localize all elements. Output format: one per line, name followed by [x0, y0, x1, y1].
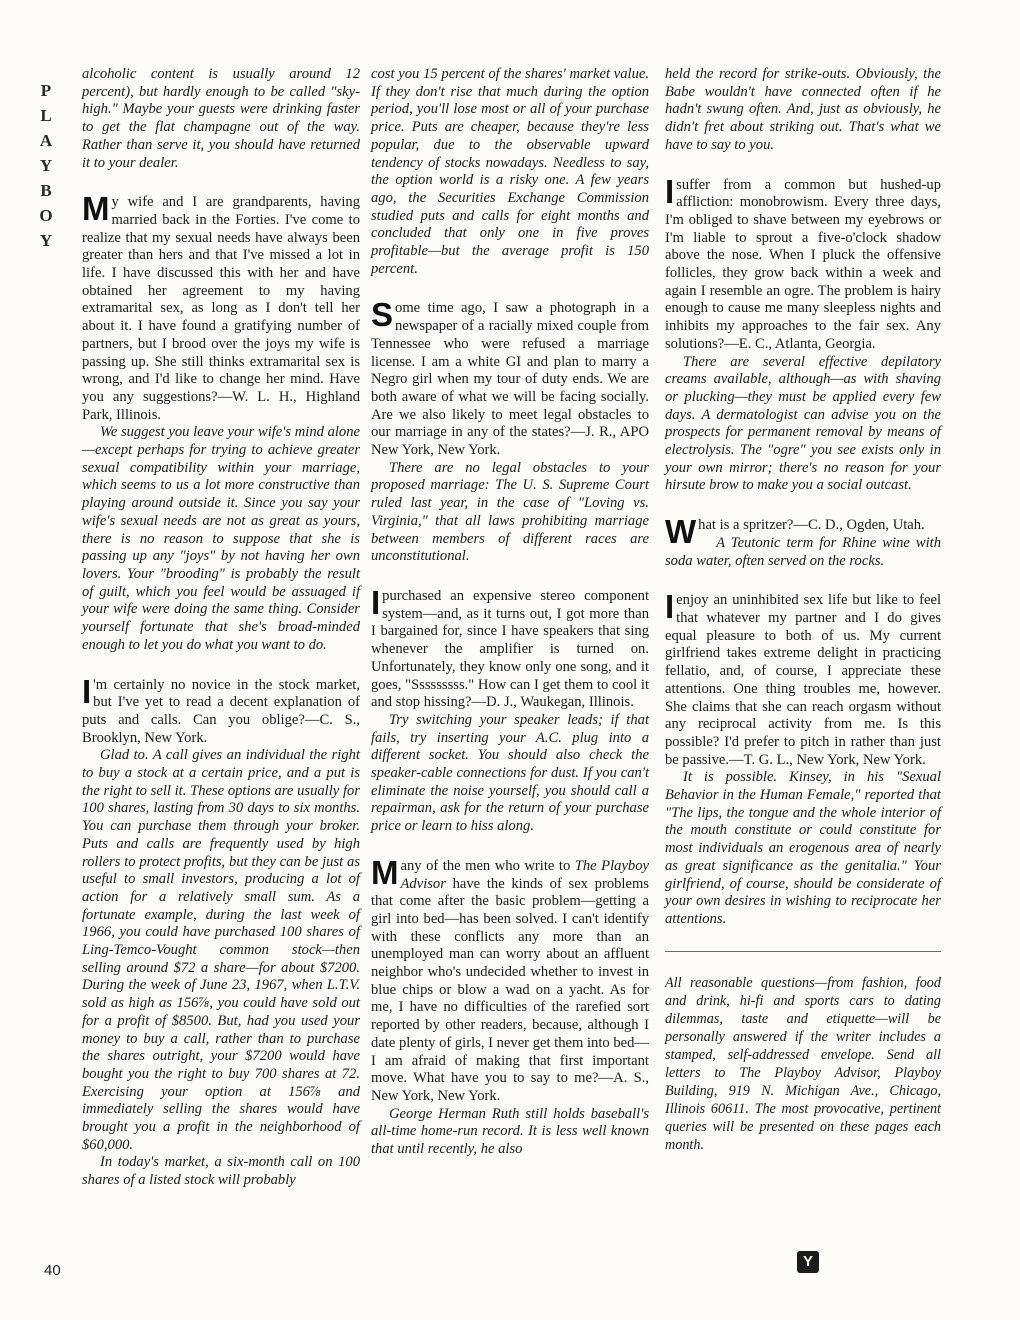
- drop-cap: I: [665, 172, 675, 210]
- answer-text: alcoholic content is usually around 12 percent), but hardly enough to be called "sky-high." Maybe your guests were drinking faster to get the flat champagne out of the way. Rather than serve it, you should have returned it to your dealer.: [82, 66, 360, 171]
- answer-text: cost you 15 percent of the shares' market value. If they don't rise that much during the option period, you'll lose most or all of your purchase price. Puts are cheaper, because they're less popular, due to the observable upward tendency of stocks nowadays. Needless to say, the option world is a risky one. A few years ago, the Securities Exchange Commission studied puts and calls for eight months and concluded that only one in five proves profitable—but the average profit is 150 percent.: [371, 66, 649, 277]
- side-label-letter: A: [39, 131, 53, 150]
- question-body: suffer from a common but hushed-up affliction: monobrowism. Every three days, I'm obliged to shave between my eyebrows or I'm liable to sprout a five-o'clock shadow above the nose. When I pluck the offensive follicles, they grow back within a week and again I resemble an ogre. The problem is hairy enough to cause me many sleepless nights and inhibits my approaches to the fair sex. Any solutions?—E. C., Atlanta, Georgia.: [665, 176, 941, 352]
- side-label-letter: P: [40, 81, 52, 100]
- answer-text: It is possible. Kinsey, in his "Sexual Behavior in the Human Female," reported that "The lips, the tongue and the whole interior of the mouth constitute or could constitute for most individuals an erogenous area of nearly as great significance as the genitalia." Your girlfriend, of course, should be considerate of your own desires in wishing to reciprocate her attentions.: [665, 769, 941, 927]
- drop-cap: I: [82, 672, 92, 710]
- letter-monobrowism: [665, 172, 941, 496]
- question-text: [665, 172, 941, 354]
- question-text: [665, 513, 941, 551]
- question-text: [371, 583, 649, 712]
- side-label-letter: B: [40, 181, 52, 200]
- column-2: [371, 66, 649, 1181]
- answer-continuation: [371, 66, 649, 278]
- letter-reciprocity: [665, 588, 941, 928]
- drop-cap: W: [665, 513, 697, 551]
- question-text: [371, 296, 649, 459]
- question-body: 'm certainly no novice in the stock market, but I've yet to read a decent explanation of puts and calls. Can you oblige?—C. S., Brooklyn, New York.: [82, 676, 360, 746]
- side-label-letter: Y: [39, 231, 53, 250]
- question-text: [665, 588, 941, 769]
- question-body: purchased an expensive stereo component system—and, as it turns out, I got more than I bargained for, since I have speakers that sing whenever the amplifier is turned on. Unfortunately, they know only one song, and it goes, "Sssssssss." How can I get them to cool it and stop hissing?—D. J., Waukegan, Illinois.: [371, 587, 649, 711]
- question-body: hat is a spritzer?—C. D., Ogden, Utah.: [698, 517, 925, 534]
- question-text: [82, 190, 360, 424]
- column-1: [82, 66, 360, 1212]
- question-body: enjoy an uninhibited sex life but like to feel that whatever my partner and I do gives equal pleasure to both of us. My current girlfriend takes extreme delight in practicing fellatio, and, of course, I appreciate these attentions. One thing troubles me, however. She claims that she can reach orgasm without any reciprocal activity from me. Is this possible? I'd prefer to pitch in rather than just be passive.—T. G. L., New York, New York.: [665, 592, 941, 768]
- answer-text: Try switching your speaker leads; if that fails, try inserting your A.C. plug into a different socket. You should also check the speaker-cable connections for dust. If you can't eliminate the noise yourself, you should call a repairman, ask for the return of your purchase price or learn to hiss along.: [371, 711, 649, 835]
- letter-mixed-marriage: [371, 296, 649, 566]
- answer-text: A Teutonic term for Rhine wine with soda water, often served on the rocks.: [665, 534, 941, 569]
- answer-text: In today's market, a six-month call on 100 shares of a listed stock will probably: [82, 1154, 360, 1189]
- letter-stereo-hiss: [371, 583, 649, 836]
- magazine-column-title: The Playboy Advisor: [400, 857, 649, 892]
- drop-cap: M: [82, 190, 110, 228]
- question-body: ome time ago, I saw a photograph in a newspaper of a racially mixed couple from Tennessee who were refused a marriage license. I am a white GI and plan to marry a Negro girl when my tour of duty ends. We are both aware of what we will be facing socially. Are we also likely to meet legal obstacles to our marriage in any of the states?—J. R., APO New York, New York.: [371, 300, 649, 459]
- divider: [665, 951, 941, 952]
- letter-first-move: [371, 853, 650, 1159]
- page-number: 40: [44, 1262, 61, 1279]
- answer-text: George Herman Ruth still holds baseball's all-time home-run record. It is less well known that until recently, he also: [371, 1105, 649, 1158]
- side-label-letter: O: [39, 206, 53, 225]
- column-3: [665, 66, 941, 1154]
- drop-cap: M: [371, 853, 399, 891]
- question-text: [82, 672, 360, 748]
- answer-text: We suggest you leave your wife's mind alone—except perhaps for trying to achieve greater sexual compatibility within your marriage, which seems to us a lot more constructive than playing around outside it. Since you say your wife's sexual needs are not as great as yours, there is no reason to suppose that she is passing up any "joys" by not having her own lovers. Your "brooding" is probably the result of guilt, which you feel would be assuaged if your wife were doing the same thing. Consider yourself fortunate that she's broad-minded enough to let you do what you want to do.: [82, 424, 360, 653]
- answer-continuation: [82, 66, 360, 172]
- drop-cap: I: [665, 588, 675, 626]
- side-label-letter: Y: [39, 156, 53, 175]
- question-body: y wife and I are grandparents, having married back in the Forties. I've come to realize that my sexual needs have always been greater than hers and that I've missed a lot in life. I have discussed this with her and have obtained her agreement to my having extramarital sex, as long as I don't tell her about it. I have found a gratifying number of partners, but I brood over the joys my wife is passing up. She still thinks extramarital sex is wrong, and I'd like to change her mind. Have you any suggestions?—W. L. H., Highland Park, Illinois.: [82, 194, 360, 423]
- letter-grandparents: [82, 190, 360, 654]
- side-label-letter: L: [40, 106, 52, 125]
- answer-text: There are no legal obstacles to your proposed marriage: The U. S. Supreme Court ruled last year, in the case of "Loving vs. Virginia," that all laws prohibiting marriage between members of different races are unconstitutional.: [371, 459, 649, 565]
- answer-continuation: [665, 66, 941, 155]
- submission-notice: All reasonable questions—from fashion, food and drink, hi-fi and sports cars to dating dilemmas, taste and etiquette—will be personally answered if the writer includes a stamped, self-addressed envelope. Send all letters to The Playboy Advisor, Playboy Building, 919 N. Michigan Ave., Chicago, Illinois 60611. The most provocative, pertinent queries will be presented on these pages each month.: [665, 974, 941, 1153]
- question-body: any of the men who write to: [400, 857, 575, 874]
- letter-puts-and-calls: [82, 672, 360, 1190]
- letter-spritzer: [665, 513, 941, 570]
- question-body: have the kinds of sex problems that come after the basic problem—getting a girl into bed—has been solved. I can't identify with these conflicts any more than an unemployed man can worry about an affluent neighbor who's undecided whether to invest in blue chips or blow a wad on a yacht. As for me, I have no difficulties of the rarefied sort reported by other readers, because, although I date plenty of girls, I never get them into bed—I am afraid of making that first important move. What have you to say to me?—A. S., New York, New York.: [371, 875, 650, 1104]
- rabbit-logo-end-mark: Y: [797, 1251, 819, 1273]
- magazine-side-label: [28, 78, 64, 253]
- drop-cap: I: [371, 583, 381, 621]
- question-text: [371, 853, 650, 1106]
- drop-cap: S: [371, 296, 394, 334]
- answer-text: There are several effective depilatory creams available, although—as with shaving or plucking—they must be applied every few days. A dermatologist can advise you on the prospects for permanent removal by means of electrolysis. The "ogre" you see exists only in your own mirror; there's no reason for your hirsute brow to make you a social outcast.: [665, 353, 941, 494]
- answer-text: held the record for strike-outs. Obviously, the Babe wouldn't have connected often if he hadn't swung often. And, just as obviously, he didn't fret about striking out. That's what we have to say to you.: [665, 66, 941, 153]
- answer-text: Glad to. A call gives an individual the right to buy a stock at a certain price, and a put is the right to sell it. These options are usually for 100 shares, lasting from 30 days to six months. You can purchase them through your broker. Puts and calls are frequently used by high rollers to protect profits, but they can be just as useful to small investors, producing a lot of action for a relatively small sum. As a fortunate example, during the last week of 1966, you could have purchased 100 shares of Ling-Temco-Vought common stock—then selling around $72 a share—for about $7200. During the week of June 23, 1967, when L.T.V. sold as high as 156⅞, you could have sold out for a profit of $8500. But, had you used your money to buy a call, rather than to purchase the shares outright, your $7200 would have bought you the right to buy 700 shares at 72. Exercising your option at 156⅞ and immediately selling the shares would have brought you a profit in the neighborhood of $60,000.: [82, 747, 360, 1153]
